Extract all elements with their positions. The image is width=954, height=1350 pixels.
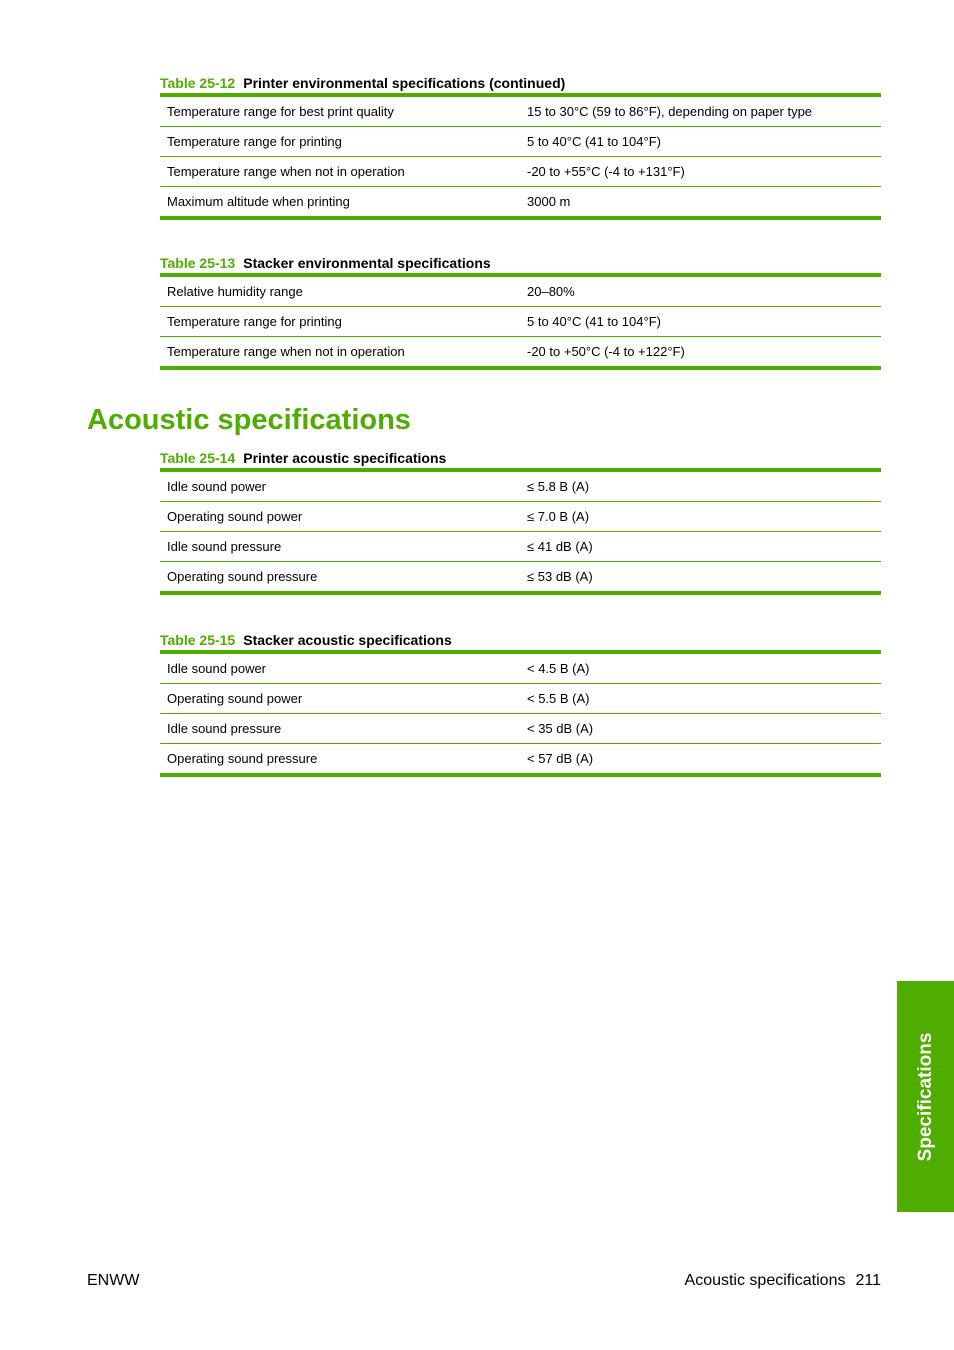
spec-label: Operating sound pressure	[167, 751, 318, 766]
spec-value: ≤ 41 dB (A)	[520, 532, 881, 562]
spec-table	[160, 273, 881, 370]
spec-value: ≤ 7.0 B (A)	[520, 502, 881, 532]
table-caption	[160, 632, 881, 648]
spec-label: Idle sound pressure	[160, 532, 520, 562]
spec-value: 5 to 40°C (41 to 104°F)	[520, 127, 881, 157]
spec-value: 20–80%	[520, 275, 881, 307]
spec-value: -20 to +55°C (-4 to +131°F)	[520, 157, 881, 187]
table-row	[160, 307, 881, 337]
table-row	[160, 337, 881, 369]
table-25-15	[160, 632, 881, 777]
spec-label: Operating sound power	[160, 502, 520, 532]
spec-label: Maximum altitude when printing	[167, 194, 350, 209]
spec-value: < 5.5 B (A)	[520, 684, 881, 714]
page-number: 211	[855, 1272, 881, 1289]
spec-value: ≤ 5.8 B (A)	[520, 470, 881, 502]
spec-label: Operating sound pressure	[167, 569, 318, 584]
table-number: Table 25-13	[160, 255, 236, 271]
table-number: Table 25-15	[160, 632, 236, 648]
table-row	[160, 157, 881, 187]
table-row	[160, 187, 881, 219]
spec-value: ≤ 53 dB (A)	[527, 569, 593, 584]
spec-table	[160, 93, 881, 220]
spec-value: < 4.5 B (A)	[520, 652, 881, 684]
table-row	[160, 470, 881, 502]
spec-label: Operating sound power	[160, 684, 520, 714]
table-title: Printer acoustic specifications	[243, 450, 447, 466]
table-row	[160, 275, 881, 307]
table-25-12	[160, 75, 881, 220]
spec-value: -20 to +50°C (-4 to +122°F)	[527, 344, 685, 359]
table-number: Table 25-12	[160, 75, 236, 91]
spec-value: 15 to 30°C (59 to 86°F), depending on paper type	[520, 95, 881, 127]
spec-table	[160, 468, 881, 595]
spec-label: Temperature range for printing	[160, 307, 520, 337]
footer-left: ENWW	[87, 1272, 140, 1289]
spec-label: Idle sound power	[160, 652, 520, 684]
spec-label: Temperature range when not in operation	[160, 157, 520, 187]
table-row	[160, 562, 881, 594]
spec-value: < 35 dB (A)	[520, 714, 881, 744]
spec-label: Idle sound power	[160, 470, 520, 502]
table-title: Stacker environmental specifications	[243, 255, 491, 271]
table-number: Table 25-14	[160, 450, 236, 466]
footer-right	[685, 1271, 881, 1291]
spec-value: 3000 m	[527, 194, 571, 209]
table-row	[160, 95, 881, 127]
table-row	[160, 127, 881, 157]
table-25-14	[160, 450, 881, 595]
table-row	[160, 744, 881, 776]
table-row	[160, 714, 881, 744]
spec-label: Temperature range when not in operation	[167, 344, 405, 359]
table-row	[160, 502, 881, 532]
footer-section-title: Acoustic specifications	[684, 1272, 846, 1289]
spec-label: Temperature range for best print quality	[160, 95, 520, 127]
table-row	[160, 684, 881, 714]
table-caption	[160, 450, 881, 466]
spec-label: Idle sound pressure	[160, 714, 520, 744]
table-title: Stacker acoustic specifications	[243, 632, 452, 648]
side-tab-label: Specifications	[914, 1032, 936, 1161]
section-heading: Acoustic specifications	[87, 404, 411, 436]
spec-value: < 57 dB (A)	[527, 751, 594, 766]
spec-label: Temperature range for printing	[160, 127, 520, 157]
chapter-side-tab	[897, 981, 954, 1212]
spec-value: 5 to 40°C (41 to 104°F)	[520, 307, 881, 337]
table-caption	[160, 255, 881, 271]
table-row	[160, 532, 881, 562]
table-row	[160, 652, 881, 684]
table-caption	[160, 75, 881, 91]
spec-label: Relative humidity range	[160, 275, 520, 307]
spec-table	[160, 650, 881, 777]
table-title: Printer environmental specifications (continued)	[243, 75, 566, 91]
table-25-13	[160, 255, 881, 370]
